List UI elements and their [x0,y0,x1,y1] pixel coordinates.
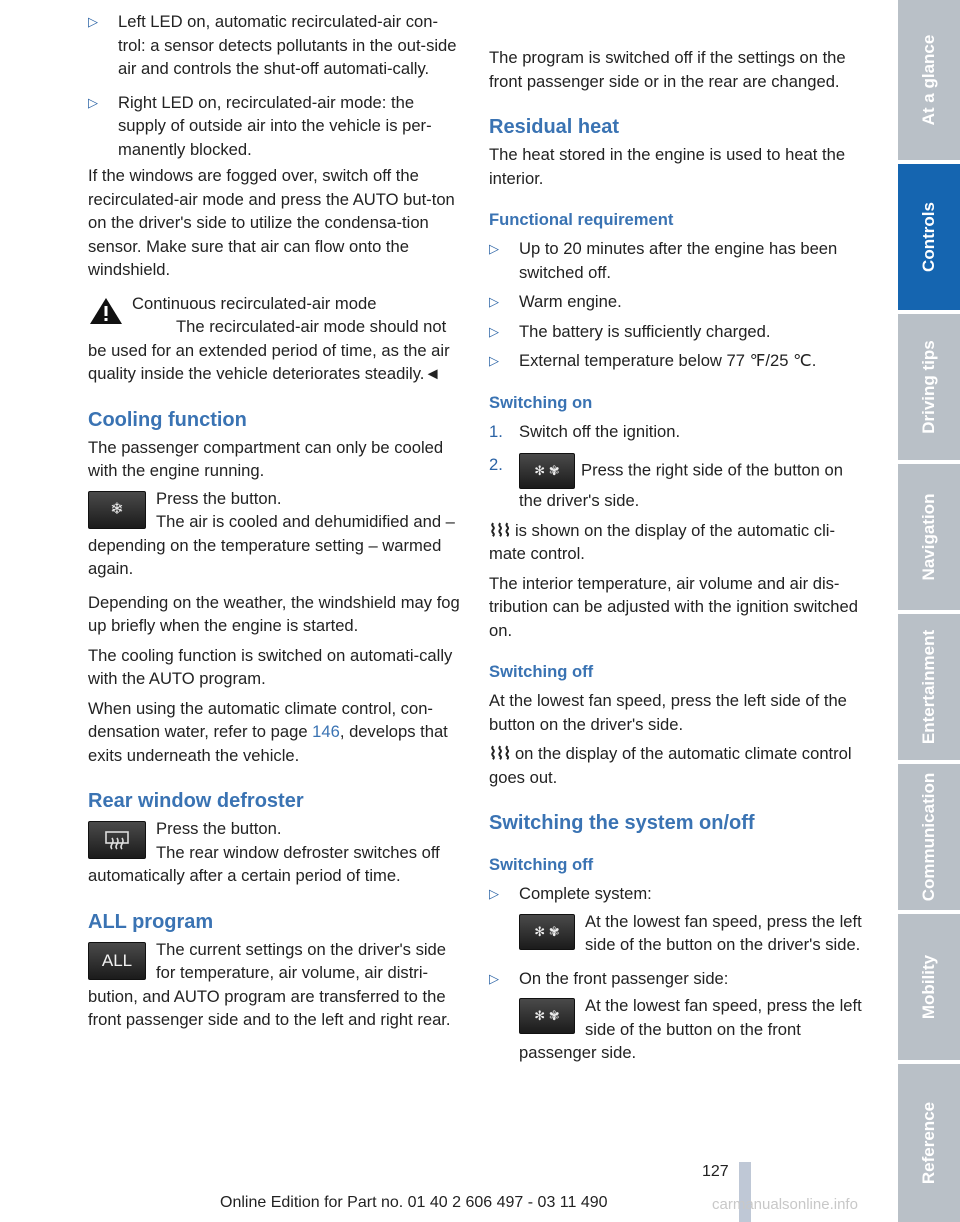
page-number-bar [739,1162,751,1222]
ac-button[interactable] [88,491,146,529]
page-number: 127 [702,1163,729,1180]
tab-driving-tips[interactable]: Driving tips [898,314,960,460]
triangle-bullet-icon: ▷ [489,323,499,339]
fan-icon: ✻ ✾ [534,1008,560,1024]
bullet-item: ▷ The battery is sufficiently charged. [489,320,862,344]
residual-intro: The heat stored in the engine is used to heat the interior. [489,145,846,188]
step-item: 1. Switch off the ignition. [489,421,681,441]
left-column [88,0,463,1032]
triangle-bullet-icon: ▷ [489,241,499,256]
warning-title: Continuous recirculated-air mode [132,293,377,313]
triangle-bullet-icon: ▷ [489,353,499,368]
rear-button-block [88,817,463,888]
step-item: 2. ✻ ✾ Press the right side of the button on the driver's side. [489,455,843,510]
bullet-item: ▷ Right LED on, recirculated-air mode: the supply of outside air into the vehicle is per-manently blocked. [88,92,432,159]
fogged-paragraph: If the windows are fogged over, switch off the recirculated-air mode and press the AUTO but-ton on the driver's side to utilize the condensa-tion sensor. Make sure that air can flow onto the windshield. [88,166,455,279]
all-program-heading: ALL program [88,910,214,933]
rear-defroster-heading: Rear window defroster [88,790,304,812]
tab-mobility[interactable]: Mobility [898,914,960,1060]
triangle-bullet-icon: ▷ [88,94,98,110]
right-column [489,0,862,1065]
triangle-bullet-icon: ▷ [489,886,499,901]
system-on-off-heading: Switching the system on/off [489,812,755,834]
rear-defroster-button[interactable] [88,821,146,859]
heat-shown-text: ⌇⌇⌇ is shown on the display of the automatic cli-mate control. [489,520,835,563]
cooling-button-block [88,487,463,581]
all-button[interactable] [88,942,146,980]
triangle-bullet-icon: ▷ [489,970,499,986]
bullet-item: ▷ Complete system: ✻ ✾ At the lowest fan speed, press the left side of the button on the driver's side. [489,884,862,954]
all-button-block [88,938,463,1032]
all-desc: The current settings on the driver's side for temperature, air volume, air distri-bution, and AUTO program are transferred to the front passenger side and to the left and right rear. [88,939,451,1029]
fan-button[interactable] [519,998,575,1034]
rear-press: Press the button. [156,819,282,838]
warning-block [88,292,463,386]
residual-heat-symbol-icon: ⌇⌇⌇ [489,744,511,763]
fan-icon: ✻ ✾ [534,463,560,479]
tab-controls[interactable]: Controls [898,164,960,310]
bullet-item: ▷ Up to 20 minutes after the engine has been switched off. [489,239,838,282]
cooling-p3: The cooling function is switched on automati-cally with the AUTO program. [88,645,453,688]
fan-button[interactable] [519,453,575,489]
rear-desc: The rear window defroster switches off automatically after a certain period of time. [88,842,440,885]
triangle-bullet-icon: ▷ [489,294,499,309]
tab-navigation[interactable]: Navigation [898,464,960,610]
bullet-item: ▷ On the front passenger side: ✻ ✾ At the lowest fan speed, press the left side of the button on the front passenger side. [489,968,862,1062]
goes-out-text: ⌇⌇⌇ on the display of the automatic climate control goes out. [489,744,852,787]
triangle-bullet-icon: ▷ [88,14,98,29]
bullet-item: ▷ External temperature below 77 ℉/25 ℃. [489,349,862,373]
cooling-p2: Depending on the weather, the windshield may fog up briefly when the engine is started. [88,592,460,635]
warning-text: The recirculated-air mode should not be used for an extended period of time, as the air quality inside the vehicle deteriorates steadily.◄ [88,317,450,383]
tab-at-a-glance[interactable]: At a glance [898,0,960,160]
warning-triangle-icon [88,296,124,326]
all-button-label: ALL [101,950,133,970]
watermark: carmanualsonline.info [712,1196,858,1213]
switching-off-heading: Switching off [489,662,594,681]
cooling-intro: The passenger compartment can only be cooled with the engine running. [88,437,444,480]
chapter-tabs [898,0,960,1222]
snowflake-icon: ❄ [110,500,124,518]
cooling-heading: Cooling function [88,408,247,431]
program-off-text: The program is switched off if the settings on the front passenger side or in the rear are changed. [489,48,846,91]
switch-off-text: At the lowest fan speed, press the left side of the button on the driver's side. [489,691,847,734]
bullet-item: ▷ Left LED on, automatic recirculated-air con-trol: a sensor detects pollutants in the out-side air and controls the shut-off automati-cally. [88,12,457,78]
rear-defrost-icon [104,830,130,850]
end-mark: ◄ [424,364,441,383]
tab-reference[interactable]: Reference [898,1064,960,1222]
residual-heat-symbol-icon: ⌇⌇⌇ [489,520,511,540]
system-switching-off-heading: Switching off [489,855,594,874]
adjust-text: The interior temperature, air volume and air dis-tribution can be adjusted with the ignition switched on. [489,573,858,640]
bullet-item: ▷ Warm engine. [489,290,862,314]
page-ref-link[interactable]: 146 [312,722,340,741]
functional-requirement-heading: Functional requirement [489,210,674,229]
residual-heat-heading: Residual heat [489,116,620,138]
tab-communication[interactable]: Communication [898,764,960,910]
switching-on-heading: Switching on [489,392,593,412]
cooling-press: Press the button. [156,488,282,508]
fan-button[interactable] [519,914,575,950]
cooling-p4: When using the automatic climate control, con-densation water, refer to page 146, develops that exits underneath the vehicle. [88,698,448,765]
footer-text: Online Edition for Part no. 01 40 2 606 497 - 03 11 490 [220,1194,608,1211]
fan-icon: ✻ ✾ [534,923,560,939]
cooling-desc: The air is cooled and dehumidified and – depending on the temperature setting – warmed again. [88,512,455,578]
tab-entertainment[interactable]: Entertainment [898,614,960,760]
